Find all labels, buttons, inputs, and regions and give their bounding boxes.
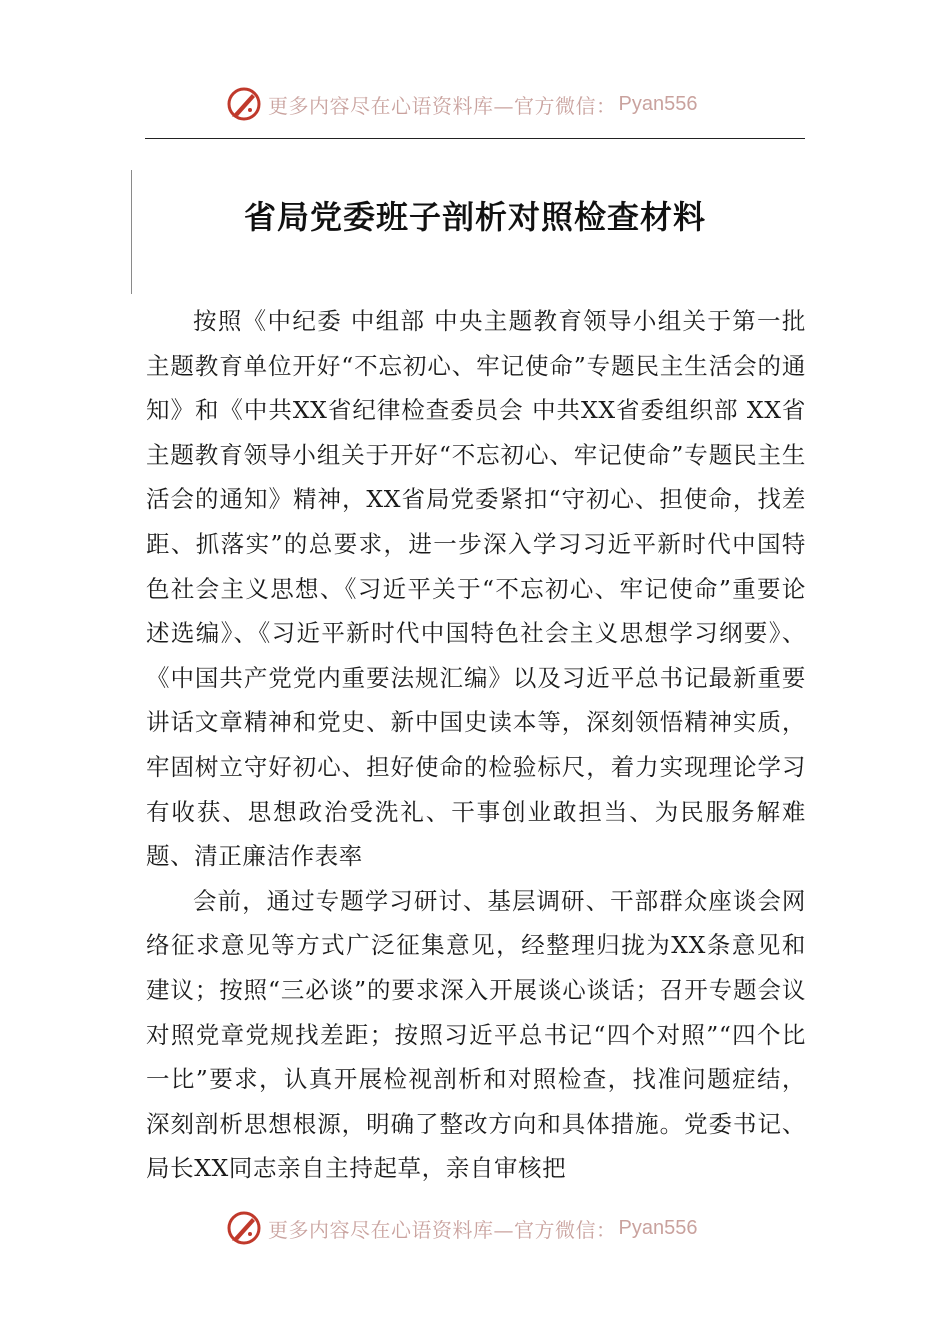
footer-banner — [226, 1208, 726, 1248]
banner-wechat-id: Pyan556 — [618, 92, 698, 115]
quill-logo-icon — [226, 86, 262, 122]
paragraph-2: 会前，通过专题学习研讨、基层调研、干部群众座谈会网络征求意见等方式广泛征集意见，经整理归拢为XX条意见和建议；按照“三必谈”的要求深入开展谈心谈话；召开专题会议对照党章党规找差距；按照习近平总书记“四个对照”“四个比一比”要求，认真开展检视剖析和对照检查，找准问题症结，深刻剖析思想根源，明确了整改方向和具体措施。党委书记、局长XX同志亲自主持起草，亲自审核把 — [146, 886, 806, 1183]
banner-text: 更多内容尽在心语资料库—官方微信： — [268, 93, 617, 118]
banner-wechat-id: Pyan556 — [618, 1216, 698, 1239]
paragraph-1: 按照《中纪委 中组部 中央主题教育领导小组关于第一批主题教育单位开好“不忘初心、牢记使命”专题民主生活会的通知》和《中共XX省纪律检查委员会 中共XX省委组织部 XX省主题教育领导小组关于开好“不忘初心、牢记使命”专题民主生活会的通知》精神，XX省局党委紧扣“守初心、担使命，找差距、抓落实”的总要求，进一步深入学习习近平新时代中国特色社会主义思想、《习近平关于“不忘初心、牢记使命”重要论述选编》、《习近平新时代中国特色社会主义思想学习纲要》、《中国共产党党内重要法规汇编》以及习近平总书记最新重要讲话文章精神和党史、新中国史读本等，深刻领悟精神实质，牢固树立守好初心、担好使命的检验标尺，着力实现理论学习有收获、思想政治受洗礼、干事创业敢担当、为民服务解难题、清正廉洁作表率 — [146, 307, 806, 871]
header-rule — [145, 138, 805, 139]
header-banner — [226, 84, 726, 124]
quill-logo-icon — [226, 1210, 262, 1246]
document-body — [146, 299, 806, 1191]
margin-line — [131, 170, 132, 294]
banner-text: 更多内容尽在心语资料库—官方微信： — [268, 1217, 617, 1242]
document-title: 省局党委班子剖析对照检查材料 — [243, 198, 706, 236]
